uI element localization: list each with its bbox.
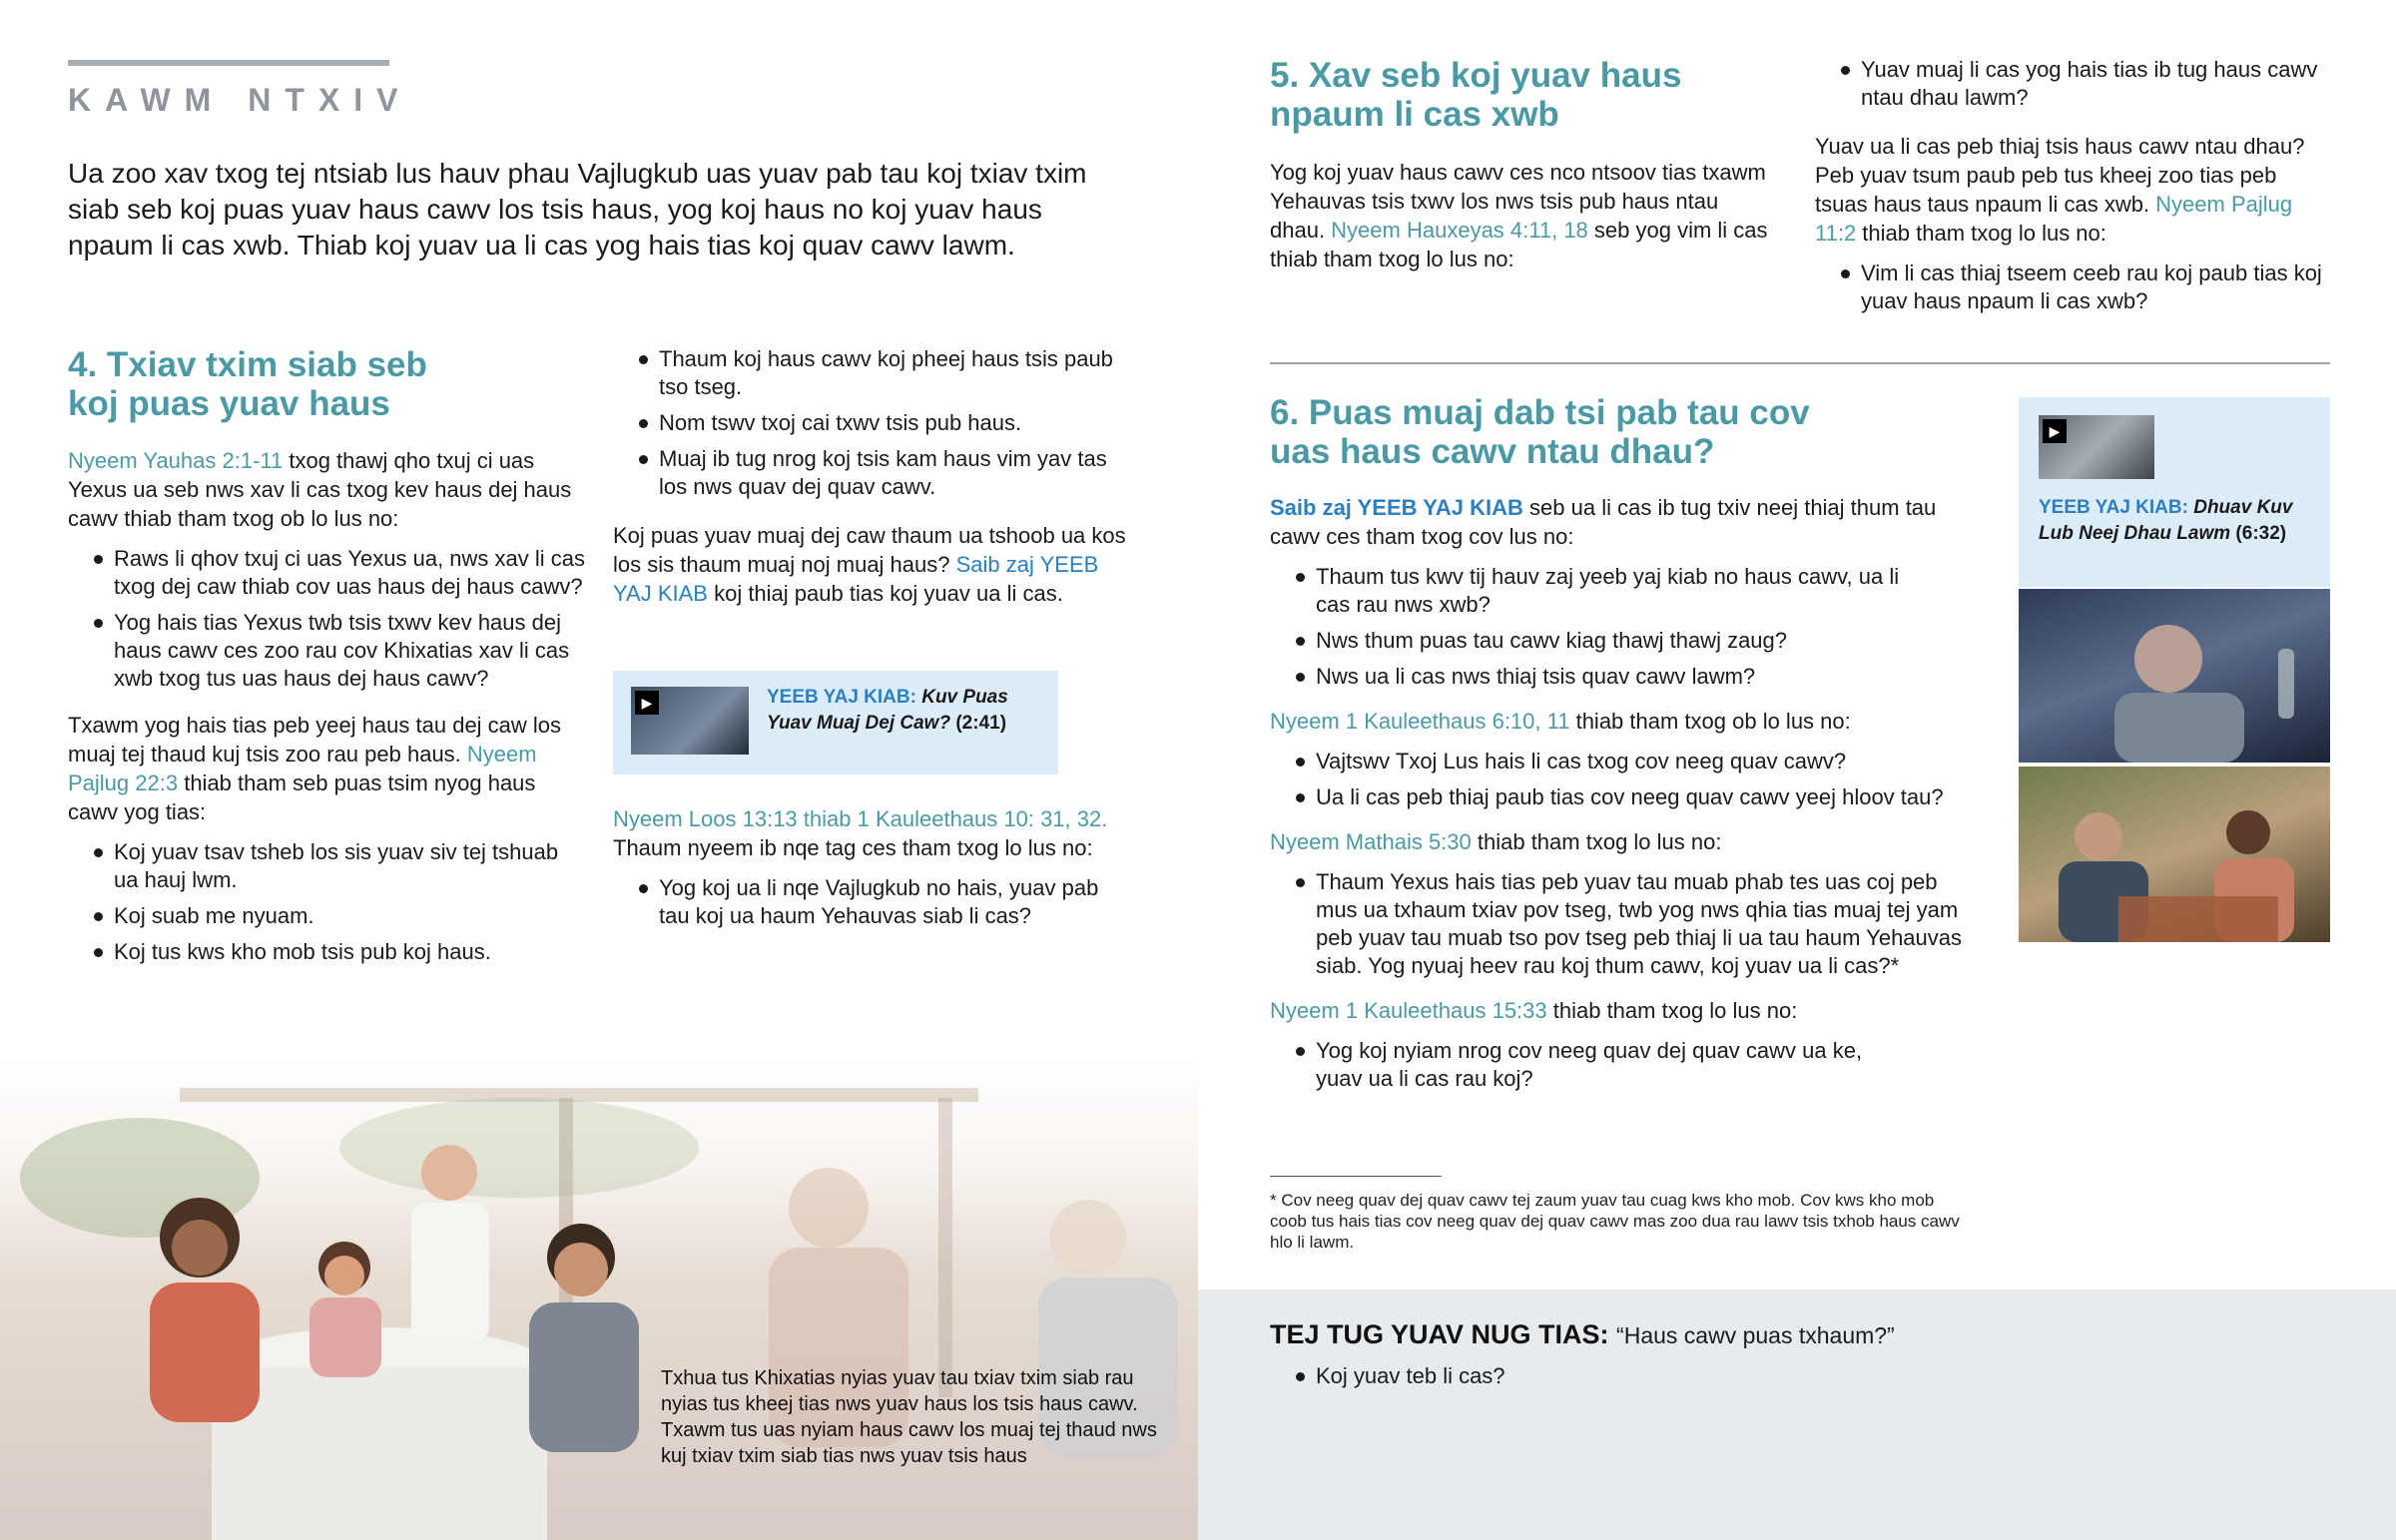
photo-couple-studying — [2019, 767, 2330, 942]
section-5-column-1 — [1270, 158, 1769, 273]
video-thumbnail[interactable] — [631, 687, 749, 755]
section-5-heading-line1: 5. Xav seb koj yuav haus — [1270, 56, 1682, 95]
list-item: Yog koj nyiam nrog cov neeg quav dej quav cawv ua ke, yuav ua li cas rau koj? — [1270, 1037, 1909, 1093]
section-4-bullets-1 — [68, 545, 587, 693]
scripture-ref-proverbs-22[interactable]: Nyeem Pajlug 22:3 — [68, 742, 537, 795]
section-6-paragraph-1: Saib zaj YEEB YAJ KIAB seb ua li cas ib tug txiv neej thiaj thum tau cawv ces tham txog cov lus no: — [1270, 495, 1937, 549]
section-4-column-2 — [613, 345, 1132, 608]
some-say-content — [1270, 1317, 2328, 1398]
play-icon[interactable]: ▶ — [635, 691, 659, 715]
list-item: Vajtswv Txoj Lus hais li cas txog cov neeg quav cawv? — [1270, 748, 1989, 775]
video-caption: YEEB YAJ KIAB: Dhuav Kuv Lub Neej Dhau Lawm (6:32) — [2039, 497, 2293, 544]
list-item: Vim li cas thiaj tseem ceeb rau koj paub tias koj yuav haus npaum li cas xwb? — [1815, 259, 2334, 315]
section-6-heading-line2: uas haus cawv ntau dhau? — [1270, 432, 1715, 471]
video-thumbnail[interactable] — [2039, 415, 2154, 479]
illustration-caption: Txhua tus Khixatias nyias yuav tau txiav txim siab rau nyias tus kheej tias nws yuav haus los tsis haus cawv. Txawm tus uas nyiam haus cawv los muaj tej thaud nws kuj txiav txim siab tias nws yuav tsis haus — [661, 1367, 1157, 1467]
list-item: Koj tus kws kho mob tsis pub koj haus. — [68, 938, 587, 966]
section-4-bullets-4 — [613, 874, 1132, 930]
play-icon[interactable]: ▶ — [2043, 419, 2067, 443]
some-say-bullets — [1270, 1362, 2328, 1390]
section-6-paragraph-3: Nyeem Mathais 5:30 thiab tham txog lo lus no: — [1270, 829, 1722, 854]
list-item: Koj yuav teb li cas? — [1270, 1362, 2328, 1390]
list-item: Nws ua li cas nws thiaj tsis quav cawv lawm? — [1270, 663, 1909, 691]
section-4-paragraph-1: Nyeem Yauhas 2:1-11 txog thawj qho txuj ci uas Yexus ua seb nws xav li cas txog kev haus dej haus cawv thiab tham txog ob lo lus no: — [68, 448, 572, 531]
section-6-bullets-4 — [1270, 1037, 1909, 1093]
section-6-bullets-3 — [1270, 868, 1969, 980]
list-item: Yuav muaj li cas yog hais tias ib tug haus cawv ntau dhau lawm? — [1815, 56, 2334, 112]
section-4-column-1 — [68, 446, 587, 974]
watch-video-link[interactable]: Saib zaj YEEB YAJ KIAB — [1270, 495, 1523, 520]
scripture-ref-1-corinthians-15[interactable]: Nyeem 1 Kauleethaus 15:33 — [1270, 998, 1547, 1023]
section-5-bullets-2 — [1815, 259, 2334, 315]
section-4-paragraph-4: Nyeem Loos 13:13 thiab 1 Kauleethaus 10: 31, 32. Thaum nyeem ib nqe tag ces tham txog lo lus no: — [613, 806, 1108, 860]
section-5-column-2 — [1815, 56, 2334, 323]
lesson-intro: Ua zoo xav txog tej ntsiab lus hauv phau Vajlugkub uas yuav pab tau koj txiav txim siab seb koj puas yuav haus cawv los tsis haus, yog koj haus no koj yuav haus npaum li cas xwb. Thiab koj yuav ua li cas yog hais tias koj quav cawv lawm. — [68, 158, 1087, 260]
some-say-heading: TEJ TUG YUAV NUG TIAS: “Haus cawv puas txhaum?” — [1270, 1319, 1895, 1349]
section-6-body — [1270, 493, 1989, 1101]
footnote: * Cov neeg quav dej quav cawv tej zaum yuav tau cuag kws kho mob. Cov kws kho mob coob tus hais tias cov neeg quav dej quav cawv mas zoo dua rau lawv tsis txhob haus cawv hlo li lawm. — [1270, 1191, 1960, 1252]
section-4-heading-line2: koj puas yuav haus — [68, 384, 390, 423]
section-4-column-2-lower — [613, 804, 1132, 938]
section-4-paragraph-2: Txawm yog hais tias peb yeej haus tau dej caw los muaj tej thaud kuj tsis zoo rau peb haus. Nyeem Pajlug 22:3 thiab tham seb puas tsim nyog haus cawv yog tias: — [68, 713, 562, 824]
section-6-paragraph-4: Nyeem 1 Kauleethaus 15:33 thiab tham txog lo lus no: — [1270, 998, 1798, 1023]
scripture-ref-romans[interactable]: Nyeem Loos 13:13 thiab 1 Kauleethaus 10: 31, 32. — [613, 806, 1108, 831]
section-5-heading-line2: npaum li cas xwb — [1270, 95, 1559, 134]
list-item: Nom tswv txoj cai txwv tsis pub haus. — [613, 409, 1132, 437]
section-6-bullets-2 — [1270, 748, 1989, 811]
couple-studying-drawing — [2019, 767, 2330, 942]
scripture-ref-john[interactable]: Nyeem Yauhas 2:1-11 — [68, 448, 284, 473]
list-item: Yog hais tias Yexus twb tsis txwv kev haus dej haus cawv ces zoo rau cov Khixatias xav li cas xwb txog tus uas haus dej haus cawv? — [68, 609, 587, 693]
list-item: Koj suab me nyuam. — [68, 902, 587, 930]
watch-video-link[interactable]: Saib zaj YEEB YAJ KIAB — [613, 552, 1099, 606]
section-4-paragraph-3: Koj puas yuav muaj dej caw thaum ua tshoob ua kos los sis thaum muaj noj muaj haus? Saib zaj YEEB YAJ KIAB koj thiaj paub tias koj yuav ua li cas. — [613, 523, 1126, 606]
video-card-do-i-need-alcohol[interactable] — [613, 671, 1058, 774]
section-5-paragraph-2: Yuav ua li cas peb thiaj tsis haus cawv ntau dhau? Peb yuav tsum paub peb tus kheej zoo tias peb tsuas haus taus npaum li cas xwb. Nyeem Pajlug 11:2 thiab tham txog lo lus no: — [1815, 134, 2305, 246]
section-6-paragraph-2: Nyeem 1 Kauleethaus 6:10, 11 thiab tham txog ob lo lus no: — [1270, 709, 1851, 734]
list-item: Ua li cas peb thiaj paub tias cov neeg quav cawv yeej hloov tau? — [1270, 783, 1989, 811]
scripture-ref-hosea[interactable]: Nyeem Hauxeyas 4:11, 18 — [1331, 218, 1588, 243]
section-4-heading — [68, 345, 627, 423]
section-4-heading-line1: 4. Txiav txim siab seb — [68, 345, 427, 384]
list-item: Nws thum puas tau cawv kiag thawj thawj zaug? — [1270, 627, 1909, 655]
section-6-bullets-1 — [1270, 563, 1909, 691]
list-item: Yog koj ua li nqe Vajlugkub no hais, yuav pab tau koj ua haum Yehauvas siab li cas? — [613, 874, 1132, 930]
video-caption: YEEB YAJ KIAB: Kuv Puas Yuav Muaj Dej Caw? (2:41) — [767, 687, 1008, 734]
section-4-bullets-2 — [68, 838, 587, 966]
scripture-ref-proverbs-11[interactable]: Nyeem Pajlug 11:2 — [1815, 192, 2293, 246]
list-item: Raws li qhov txuj ci uas Yexus ua, nws xav li cas txog dej caw thiab cov uas haus dej haus cawv? — [68, 545, 587, 601]
scripture-ref-1-corinthians-6[interactable]: Nyeem 1 Kauleethaus 6:10, 11 — [1270, 709, 1570, 734]
footnote-rule — [1270, 1176, 1442, 1177]
list-item: Koj yuav tsav tsheb los sis yuav siv tej tshuab ua hauj lwm. — [68, 838, 587, 894]
lesson-title-bar — [68, 60, 389, 66]
section-5-bullets-1 — [1815, 56, 2334, 112]
section-divider — [1270, 362, 2330, 364]
photo-man-with-bottle — [2019, 589, 2330, 763]
scripture-ref-matthew[interactable]: Nyeem Mathais 5:30 — [1270, 829, 1472, 854]
man-with-bottle-drawing — [2019, 589, 2330, 763]
lesson-title: KAWM NTXIV — [68, 82, 412, 118]
list-item: Thaum Yexus hais tias peb yuav tau muab phab tes uas coj peb mus ua txhaum txiav pov tseg, twb yog nws qhia tias muaj tej yam peb yuav tau muab tso pov tseg peb thiaj li ua tau haum Yehauvas siab. Yog nyuaj heev rau koj thum cawv, koj yuav ua li cas?* — [1270, 868, 1969, 980]
list-item: Muaj ib tug nrog koj tsis kam haus vim yav tas los nws quav dej quav cawv. — [613, 445, 1132, 501]
list-item: Thaum tus kwv tij hauv zaj yeeb yaj kiab no haus cawv, ua li cas rau nws xwb? — [1270, 563, 1909, 619]
list-item: Thaum koj haus cawv koj pheej haus tsis paub tso tseg. — [613, 345, 1132, 401]
section-5-heading — [1270, 56, 1789, 134]
section-4-bullets-3 — [613, 345, 1132, 501]
section-6-heading-line1: 6. Puas muaj dab tsi pab tau cov — [1270, 393, 1810, 432]
section-5-paragraph-1: Yog koj yuav haus cawv ces nco ntsoov tias txawm Yehauvas tsis txwv los nws tsis pub haus ntau dhau. Nyeem Hauxeyas 4:11, 18 seb yog vim li cas thiab tham txog lo lus no: — [1270, 160, 1768, 271]
section-6-heading — [1270, 393, 2009, 471]
video-card-fed-up-with-life[interactable] — [2019, 397, 2330, 587]
